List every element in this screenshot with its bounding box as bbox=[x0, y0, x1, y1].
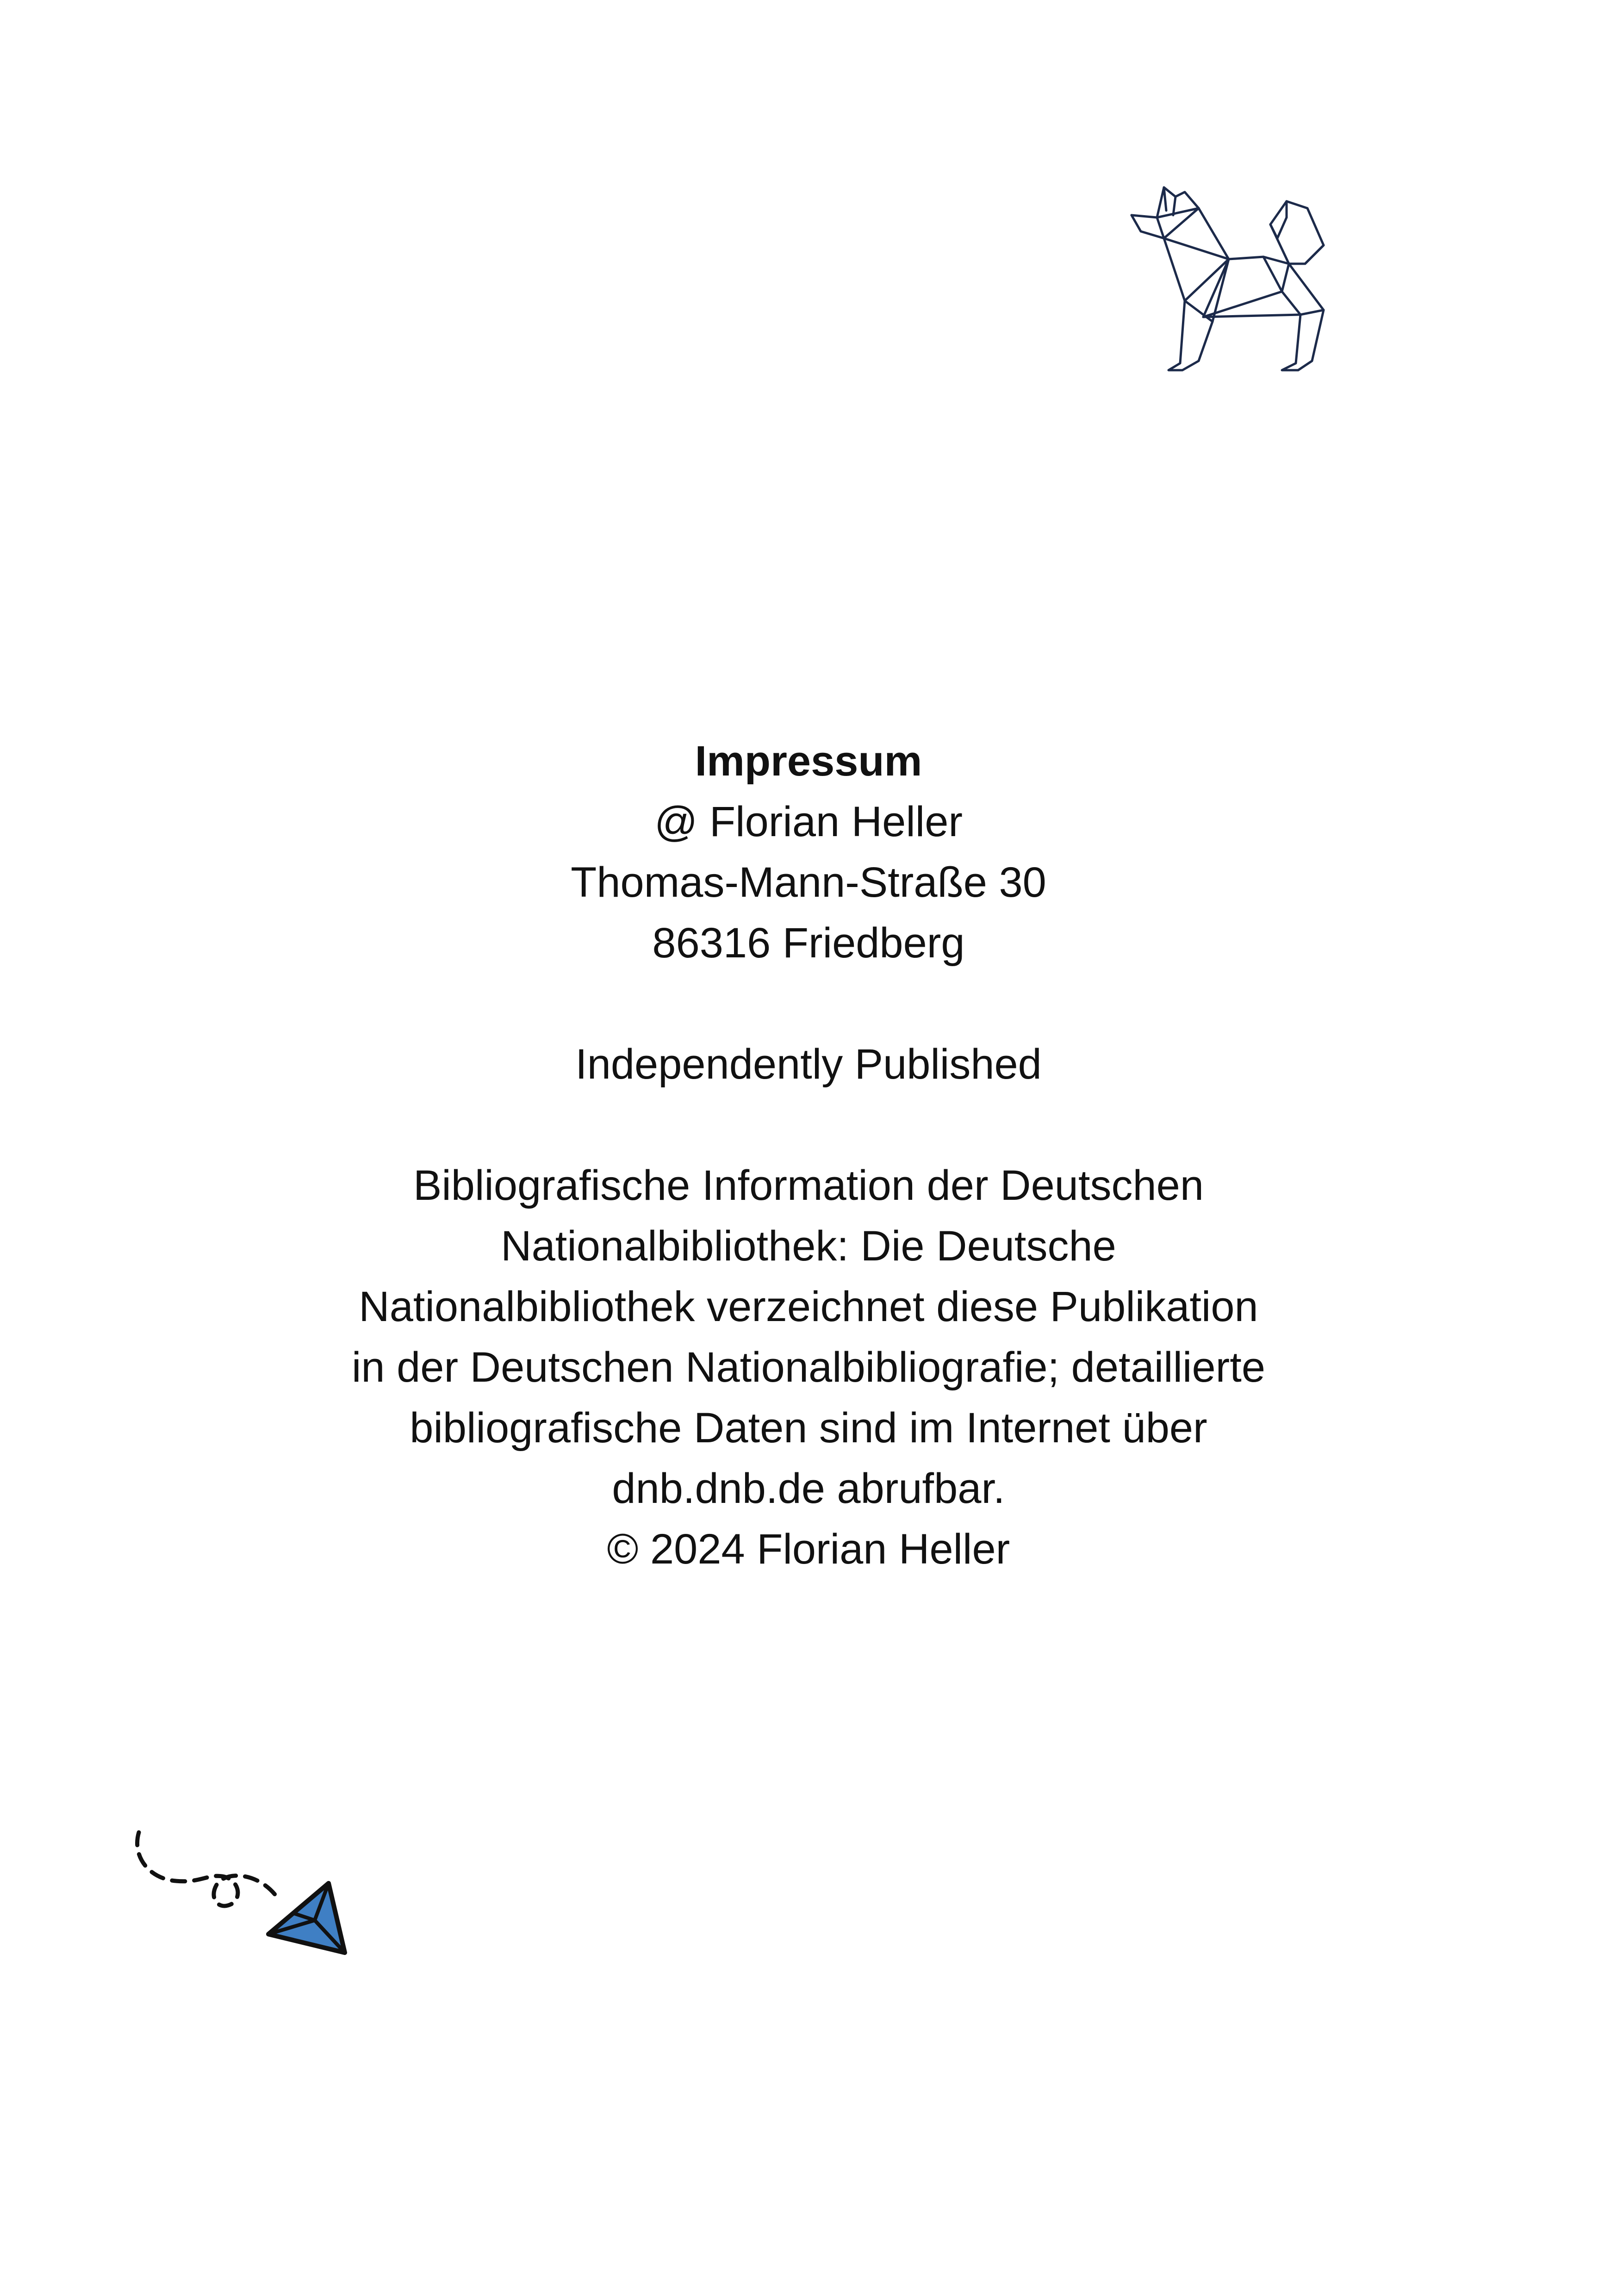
spacer bbox=[0, 1095, 1617, 1155]
street-line: Thomas-Mann-Straße 30 bbox=[571, 859, 1046, 906]
publisher-line: Independently Published bbox=[575, 1041, 1042, 1088]
copyright-line: © 2024 Florian Heller bbox=[607, 1526, 1010, 1573]
bibliographic-line: in der Deutschen Nationalbibliografie; detaillierte bbox=[351, 1344, 1266, 1391]
geometric-dog-icon bbox=[1129, 183, 1342, 382]
bibliographic-line: Nationalbibliothek: Die Deutsche bbox=[501, 1222, 1116, 1270]
imprint-title: Impressum bbox=[695, 738, 922, 785]
spacer bbox=[0, 974, 1617, 1034]
author-line: @ Florian Heller bbox=[654, 798, 963, 845]
city-line: 86316 Friedberg bbox=[652, 919, 965, 967]
paper-plane-icon bbox=[130, 1823, 356, 1962]
bibliographic-line: Nationalbibliothek verzeichnet diese Publikation bbox=[359, 1283, 1258, 1330]
bibliographic-line: Bibliografische Information der Deutschen bbox=[413, 1162, 1204, 1209]
imprint-block bbox=[0, 731, 1617, 1580]
bibliographic-line: dnb.dnb.de abrufbar. bbox=[612, 1465, 1005, 1512]
bibliographic-line: bibliografische Daten sind im Internet über bbox=[410, 1404, 1207, 1452]
